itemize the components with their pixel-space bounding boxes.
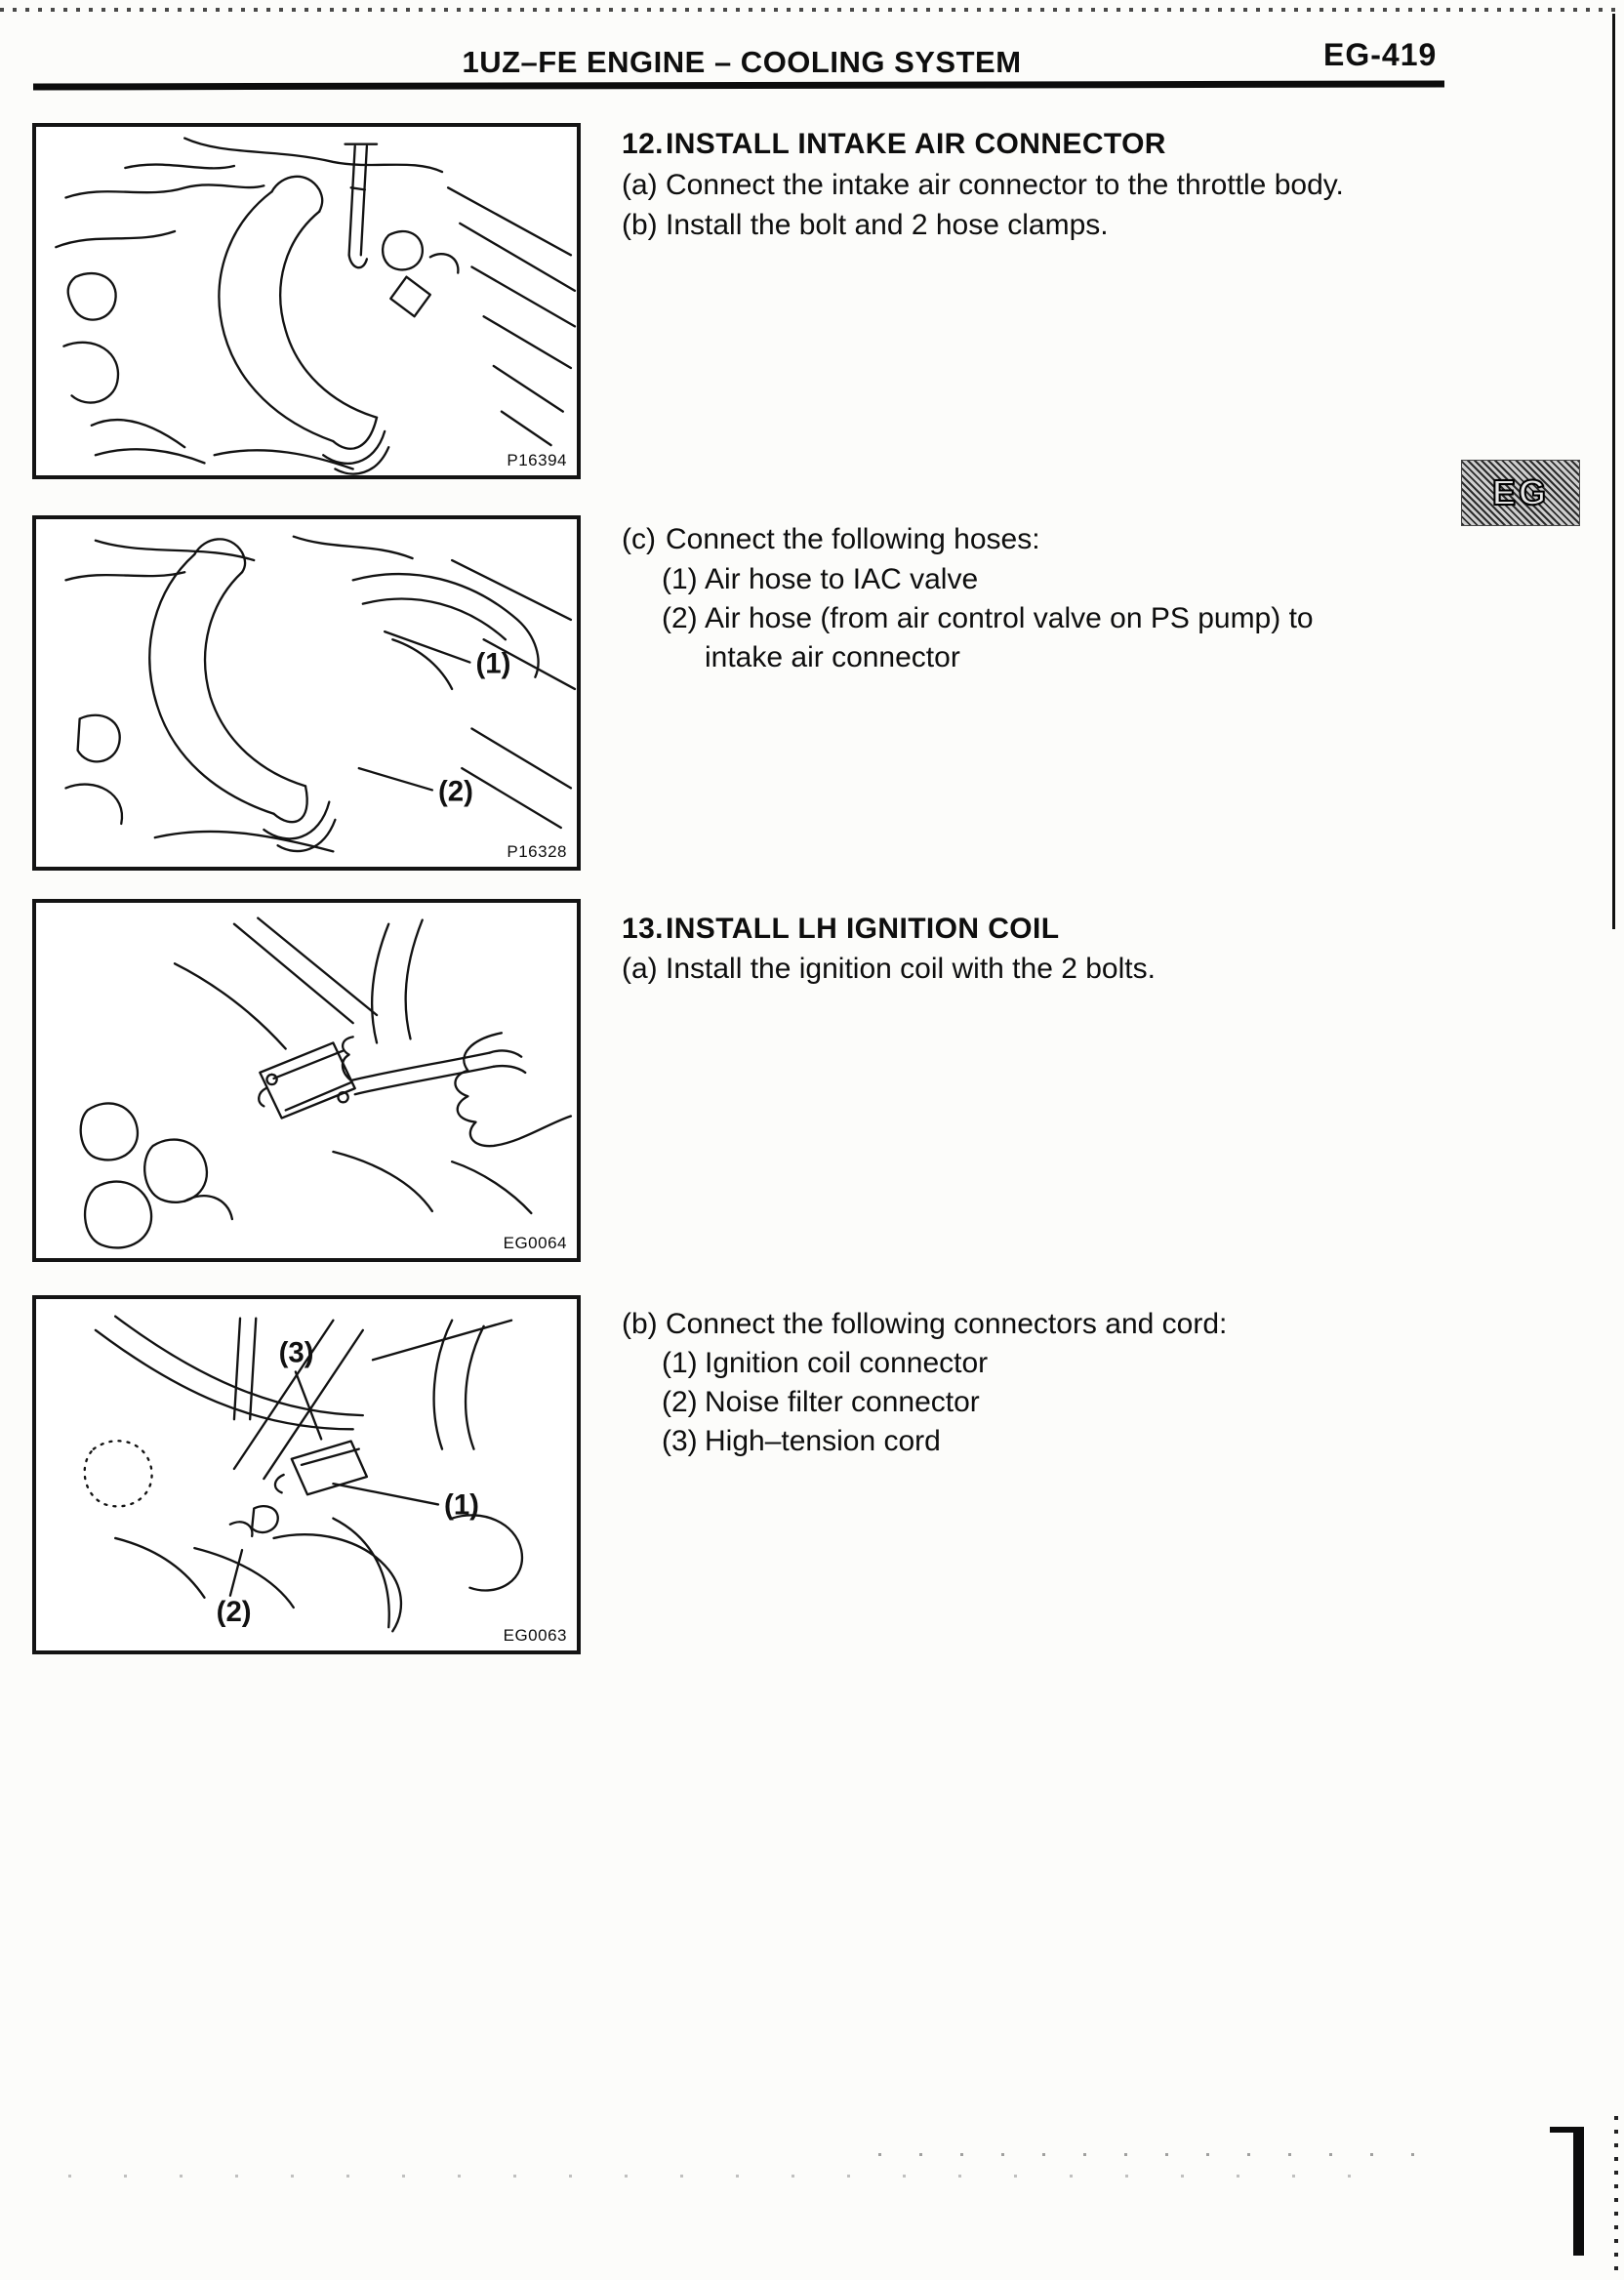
callout-label-1: (1) bbox=[444, 1488, 479, 1522]
step-text: Install the bolt and 2 hose clamps. bbox=[666, 209, 1109, 241]
registration-mark-vertical bbox=[1573, 2127, 1584, 2256]
page-title: 1UZ–FE ENGINE – COOLING SYSTEM bbox=[462, 45, 1022, 79]
right-edge-line bbox=[1612, 14, 1615, 929]
callout-label-2: (2) bbox=[216, 1596, 252, 1629]
section-number: 12. bbox=[622, 128, 664, 160]
item-label-spacer bbox=[662, 638, 705, 677]
engine-illustration bbox=[36, 903, 577, 1258]
step-label: (a) bbox=[622, 953, 658, 985]
engine-illustration bbox=[36, 127, 577, 475]
section-title: INSTALL LH IGNITION COIL bbox=[666, 913, 1060, 945]
section-13-heading bbox=[622, 910, 1471, 949]
step-label: (b) bbox=[622, 209, 658, 241]
item-label: (2) bbox=[662, 602, 698, 634]
step-13b bbox=[622, 1305, 1471, 1344]
section-12-heading bbox=[622, 125, 1471, 164]
section-title: INSTALL INTAKE AIR CONNECTOR bbox=[666, 128, 1166, 160]
item-label: (1) bbox=[662, 1347, 698, 1379]
item-label: (3) bbox=[662, 1425, 698, 1457]
step-13a bbox=[622, 950, 1471, 989]
callout-label-3: (3) bbox=[278, 1336, 314, 1369]
step-12a bbox=[622, 166, 1471, 205]
engine-illustration bbox=[36, 1299, 577, 1650]
figure-ignition-coil-install bbox=[32, 899, 581, 1262]
step-12c-item2-line2 bbox=[662, 638, 1462, 677]
item-text: intake air connector bbox=[705, 641, 960, 673]
step-12b bbox=[622, 206, 1471, 245]
item-label: (2) bbox=[662, 1386, 698, 1418]
step-12c-item1 bbox=[662, 560, 1462, 599]
step-label: (b) bbox=[622, 1308, 658, 1340]
figure-id-label: P16328 bbox=[507, 842, 567, 861]
figure-id-label: P16394 bbox=[507, 451, 567, 469]
step-label: (c) bbox=[622, 523, 656, 555]
eg-section-tab bbox=[1461, 460, 1580, 526]
item-text: Noise filter connector bbox=[705, 1386, 980, 1418]
header-rule bbox=[33, 80, 1444, 90]
page-number: EG-419 bbox=[1323, 37, 1438, 72]
item-text: Ignition coil connector bbox=[705, 1347, 989, 1379]
item-text: Air hose to IAC valve bbox=[705, 563, 979, 595]
top-dotted-edge bbox=[0, 8, 1624, 12]
callout-label-1: (1) bbox=[475, 647, 511, 680]
item-text: High–tension cord bbox=[705, 1425, 941, 1457]
scan-speckle-row bbox=[878, 2153, 1425, 2156]
engine-illustration bbox=[36, 519, 577, 867]
scan-speckle-row bbox=[68, 2175, 1376, 2178]
figure-hose-connections bbox=[32, 515, 581, 871]
step-text: Connect the following connectors and cord: bbox=[666, 1308, 1228, 1340]
callout-label-2: (2) bbox=[437, 775, 473, 808]
step-12c bbox=[622, 520, 1471, 559]
eg-tab-label: EG bbox=[1491, 472, 1549, 512]
step-text: Connect the intake air connector to the throttle body. bbox=[666, 169, 1344, 201]
item-text: Air hose (from air control valve on PS pump) to bbox=[705, 602, 1314, 634]
step-13b-item3 bbox=[662, 1422, 1462, 1461]
step-12c-item2-line1 bbox=[662, 599, 1462, 638]
figure-connectors-cord bbox=[32, 1295, 581, 1654]
step-13b-item1 bbox=[662, 1344, 1462, 1383]
section-number: 13. bbox=[622, 913, 664, 945]
figure-intake-air-connector bbox=[32, 123, 581, 479]
step-label: (a) bbox=[622, 169, 658, 201]
step-text: Connect the following hoses: bbox=[666, 523, 1040, 555]
item-label: (1) bbox=[662, 563, 698, 595]
right-edge-dots bbox=[1614, 2116, 1618, 2280]
figure-id-label: EG0064 bbox=[503, 1234, 567, 1252]
figure-id-label: EG0063 bbox=[503, 1626, 567, 1645]
step-text: Install the ignition coil with the 2 bolts. bbox=[666, 953, 1156, 985]
step-13b-item2 bbox=[662, 1383, 1462, 1422]
